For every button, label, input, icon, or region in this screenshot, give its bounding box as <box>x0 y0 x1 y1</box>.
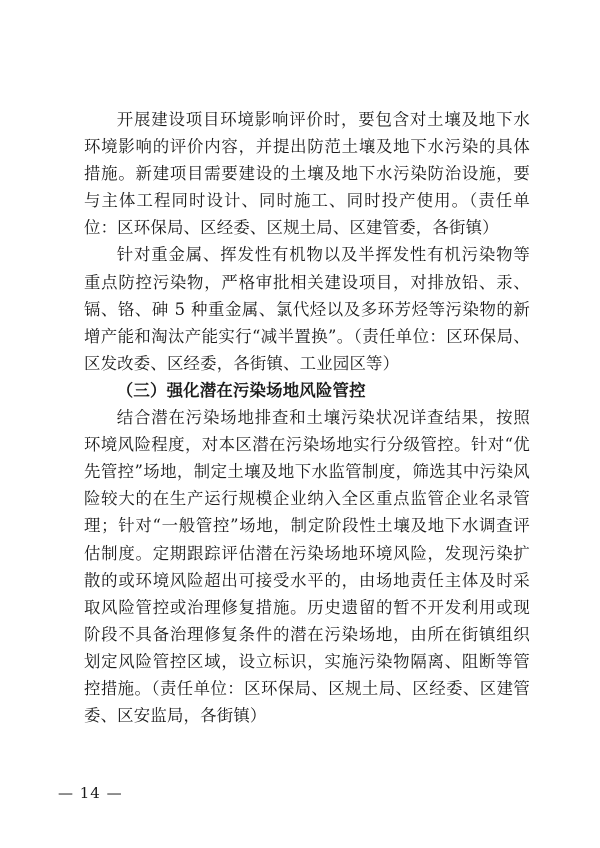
paragraph-risk-control: 结合潜在污染场地排查和土壤污染状况详查结果，按照环境风险程度，对本区潜在污染场地实行分级管控。针对“优先管控”场地，制定土壤及地下水监管制度，筛选其中污染风险较大的在生产运行规模企业纳入全区重点监管企业名录管理；针对“一般管控”场地，制定阶段性土壤及地下水调查评估制度。定期跟踪评估潜在污染场地环境风险，发现污染扩散的或环境风险超出可接受水平的，由场地责任主体及时采取风险管控或治理修复措施。历史遗留的暂不开发利用或现阶段不具备治理修复条件的潜在污染场地，由所在街镇组织划定风险管控区域，设立标识，实施污染物隔离、阻断等管控措施。（责任单位：区环保局、区规土局、区经委、区建管委、区安监局，各街镇） <box>84 408 530 726</box>
document-body <box>84 106 530 729</box>
page-number: — 14 — <box>58 784 123 802</box>
section-heading: （三）强化潜在污染场地风险管控 <box>116 380 366 400</box>
paragraph-heavy-metals: 针对重金属、挥发性有机物以及半挥发性有机污染物等重点防控污染物，严格审批相关建设项目，对排放铅、汞、镉、铬、砷 5 种重金属、氯代烃以及多环芳烃等污染物的新增产能和淘汰产能实行“减半置换”。（责任单位：区环保局、区发改委、区经委，各街镇、工业园区等） <box>84 245 530 373</box>
paragraph-environmental-impact: 开展建设项目环境影响评价时，要包含对土壤及地下水环境影响的评价内容，并提出防范土壤及地下水污染的具体措施。新建项目需要建设的土壤及地下水污染防治设施，要与主体工程同时设计、同时施工、同时投产使用。（责任单位：区环保局、区经委、区规土局、区建管委，各街镇） <box>84 110 530 238</box>
